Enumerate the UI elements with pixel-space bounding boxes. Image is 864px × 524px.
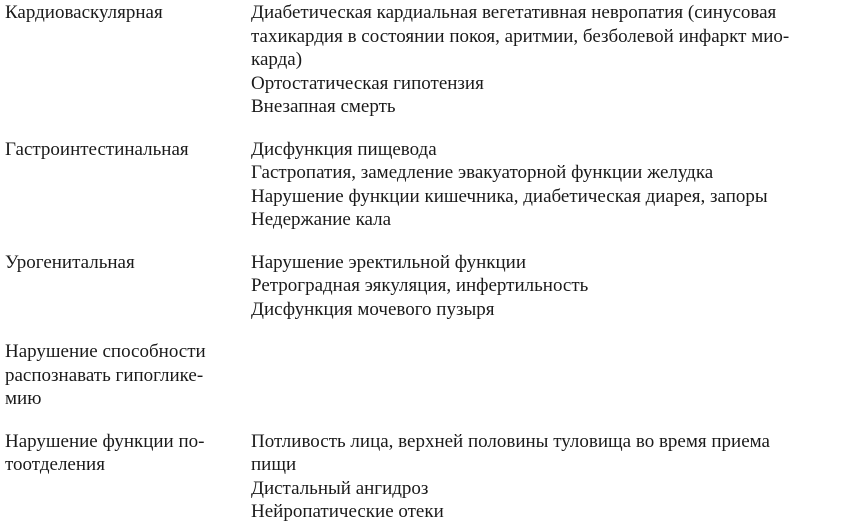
manifestation-text: Дистальный ангидроз	[251, 477, 429, 499]
category-cell	[5, 430, 251, 524]
category-text: Урогенитальная	[5, 251, 135, 273]
manifestation-text: Дисфункция пищевода	[251, 138, 437, 160]
manifestation-text: Диабетическая кардиальная вегетативная невропатия (синусовая	[251, 2, 777, 23]
category-text: Нарушение функции по-	[5, 430, 205, 452]
table-row-hypoglycemia-unawareness	[5, 340, 857, 411]
table-row-gastrointestinal	[5, 138, 857, 232]
manifestations-cell	[251, 1, 857, 119]
manifestation-text: Дисфункция мочевого пузыря	[251, 298, 495, 320]
manifestation-text: Гастропатия, замедление эвакуаторной функции желудка	[251, 162, 714, 183]
manifestation-text: пищи	[251, 454, 297, 475]
manifestation-text: карда)	[251, 49, 303, 70]
manifestations-cell	[251, 340, 857, 411]
category-text: Кардиоваскулярная	[5, 2, 163, 23]
category-text: мию	[5, 388, 42, 409]
table-row-urogenital	[5, 251, 857, 322]
table-row-cardiovascular	[5, 1, 857, 119]
category-cell	[5, 1, 251, 119]
autonomic-neuropathy-table	[5, 1, 857, 524]
manifestation-text: Ретроградная эякуляция, инфертильность	[251, 275, 589, 296]
manifestation-text: Потливость лица, верхней половины туловища во время приема	[251, 430, 770, 452]
manifestation-text: Нарушение эректильной функции	[251, 251, 526, 273]
manifestations-cell	[251, 251, 857, 322]
manifestations-cell	[251, 138, 857, 232]
category-cell	[5, 251, 251, 322]
manifestation-text: тахикардия в состоянии покоя, аритмии, безболевой инфаркт мио-	[251, 25, 790, 47]
category-text: Нарушение способности	[5, 341, 206, 362]
table-row-sudomotor	[5, 430, 857, 524]
manifestations-cell	[251, 430, 857, 524]
manifestation-text: Ортостатическая гипотензия	[251, 72, 484, 94]
manifestation-text: Недержание кала	[251, 209, 392, 230]
category-cell	[5, 138, 251, 232]
category-cell	[5, 340, 251, 411]
category-text: распознавать гипоглике-	[5, 364, 204, 386]
category-text: Гастроинтестинальная	[5, 138, 189, 160]
manifestation-text: Нарушение функции кишечника, диабетическая диарея, запоры	[251, 185, 768, 207]
manifestation-text: Нейропатические отеки	[251, 501, 444, 522]
manifestation-text: Внезапная смерть	[251, 96, 396, 117]
category-text: тоотделения	[5, 454, 105, 475]
